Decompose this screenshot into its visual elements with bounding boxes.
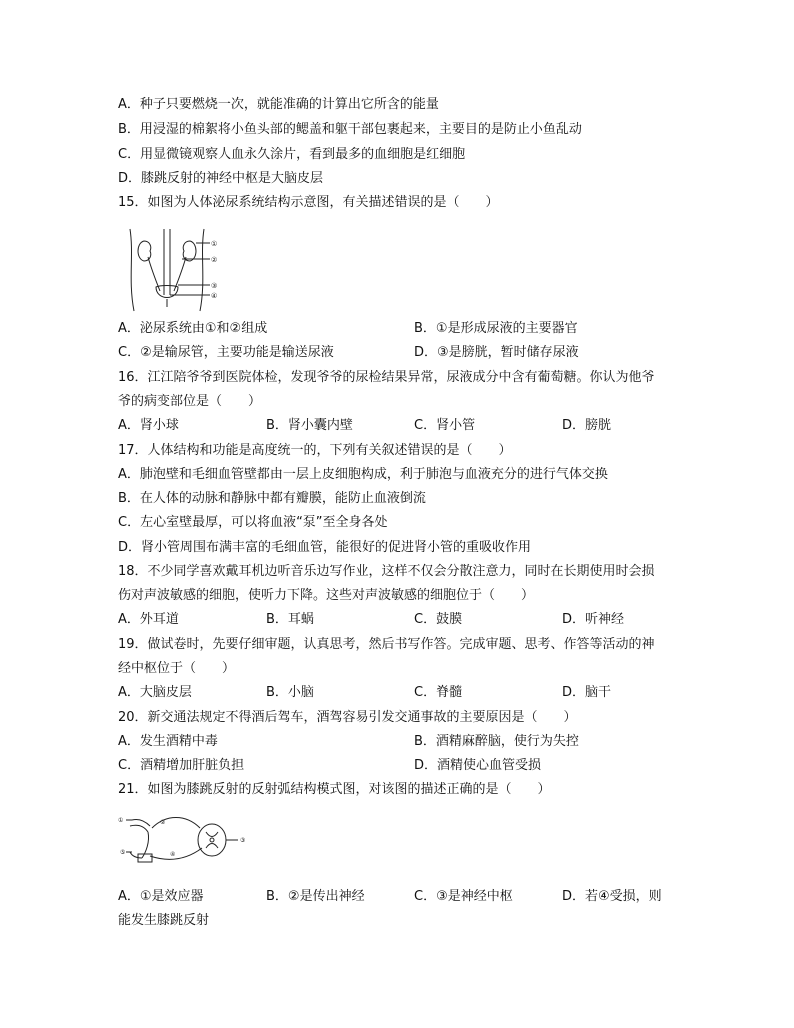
figure-label-1: ①: [211, 240, 218, 248]
q17-option-d: D．肾小管周围布满丰富的毛细血管，能很好的促进肾小管的重吸收作用: [118, 540, 532, 555]
q20-option-b: B．酒精麻醉脑，使行为失控: [414, 734, 579, 749]
q14-option-a: A．种子只要燃烧一次，就能准确的计算出它所含的能量: [118, 97, 439, 112]
q21-option-b: B．②是传出神经: [266, 889, 365, 904]
q19-option-a: A．大脑皮层: [118, 685, 192, 700]
q15-stem: 15．如图为人体泌尿系统结构示意图，有关描述错误的是（ ）: [118, 195, 499, 210]
q20-option-c: C．酒精增加肝脏负担: [118, 758, 245, 773]
urinary-system-diagram: [120, 225, 235, 315]
urinary-system-figure: [120, 225, 235, 315]
q19-option-b: B．小脑: [266, 685, 314, 700]
q18-stem-line2: 伤对声波敏感的细胞，使听力下降。这些对声波敏感的细胞位于（ ）: [118, 588, 535, 603]
q15-option-a: A．泌尿系统由①和②组成: [118, 321, 268, 336]
reflex-label-1: ①: [118, 817, 124, 824]
q21-option-a: A．①是效应器: [118, 889, 204, 904]
figure-label-2: ②: [211, 256, 218, 264]
figure-label-3: ③: [211, 282, 218, 290]
q14-option-d: D．膝跳反射的神经中枢是大脑皮层: [118, 171, 324, 186]
q21-option-c: C．③是神经中枢: [414, 889, 513, 904]
q16-option-c: C．肾小管: [414, 418, 476, 433]
q18-stem-line1: 18．不少同学喜欢戴耳机边听音乐边写作业，这样不仅会分散注意力，同时在长期使用时会损: [118, 564, 655, 579]
q17-option-c: C．左心室壁最厚，可以将血液“泵”至全身各处: [118, 515, 388, 530]
q16-option-a: A．肾小球: [118, 418, 179, 433]
q17-stem: 17．人体结构和功能是高度统一的，下列有关叙述错误的是（ ）: [118, 443, 512, 458]
reflex-label-3: ③: [240, 837, 246, 844]
q21-stem: 21．如图为膝跳反射的反射弧结构模式图，对该图的描述正确的是（ ）: [118, 782, 551, 797]
reflex-label-4: ④: [170, 851, 176, 858]
q15-option-c: C．②是输尿管，主要功能是输送尿液: [118, 345, 334, 360]
q14-option-b: B．用浸湿的棉絮将小鱼头部的鳃盖和躯干部包裹起来，主要目的是防止小鱼乱动: [118, 122, 582, 137]
q19-stem-line2: 经中枢位于（ ）: [118, 661, 236, 676]
q15-option-b: B．①是形成尿液的主要器官: [414, 321, 578, 336]
q16-stem-line2: 爷的病变部位是（ ）: [118, 394, 262, 409]
q20-option-d: D．酒精使心血管受损: [414, 758, 542, 773]
q21-option-d: D．若④受损，则: [562, 889, 662, 904]
q17-option-a: A．肺泡壁和毛细血管壁都由一层上皮细胞构成，利于肺泡与血液充分的进行气体交换: [118, 467, 608, 482]
reflex-label-2: ②: [160, 819, 166, 826]
q19-option-c: C．脊髓: [414, 685, 463, 700]
q18-option-d: D．听神经: [562, 612, 625, 627]
q19-option-d: D．脑干: [562, 685, 612, 700]
q18-option-a: A．外耳道: [118, 612, 179, 627]
q16-stem-line1: 16．江江陪爷爷到医院体检，发现爷爷的尿检结果异常，尿液成分中含有葡萄糖。你认为他爷: [118, 370, 655, 385]
reflex-label-5: ⑤: [120, 849, 126, 856]
q15-option-d: D．③是膀胱，暂时储存尿液: [414, 345, 579, 360]
q21-option-d-continued: 能发生膝跳反射: [118, 913, 210, 928]
q20-option-a: A．发生酒精中毒: [118, 734, 218, 749]
reflex-arc-diagram: [116, 812, 251, 870]
q18-option-c: C．鼓膜: [414, 612, 463, 627]
q17-option-b: B．在人体的动脉和静脉中都有瓣膜，能防止血液倒流: [118, 491, 426, 506]
q19-stem-line1: 19．做试卷时，先要仔细审题，认真思考，然后书写作答。完成审题、思考、作答等活动的神: [118, 637, 655, 652]
q16-option-d: D．膀胱: [562, 418, 612, 433]
figure-label-4: ④: [211, 292, 218, 300]
q16-option-b: B．肾小囊内壁: [266, 418, 353, 433]
reflex-arc-figure: [116, 812, 251, 870]
q18-option-b: B．耳蜗: [266, 612, 314, 627]
q14-option-c: C．用显微镜观察人血永久涂片，看到最多的血细胞是红细胞: [118, 147, 466, 162]
q20-stem: 20．新交通法规定不得酒后驾车，酒驾容易引发交通事故的主要原因是（ ）: [118, 710, 577, 725]
